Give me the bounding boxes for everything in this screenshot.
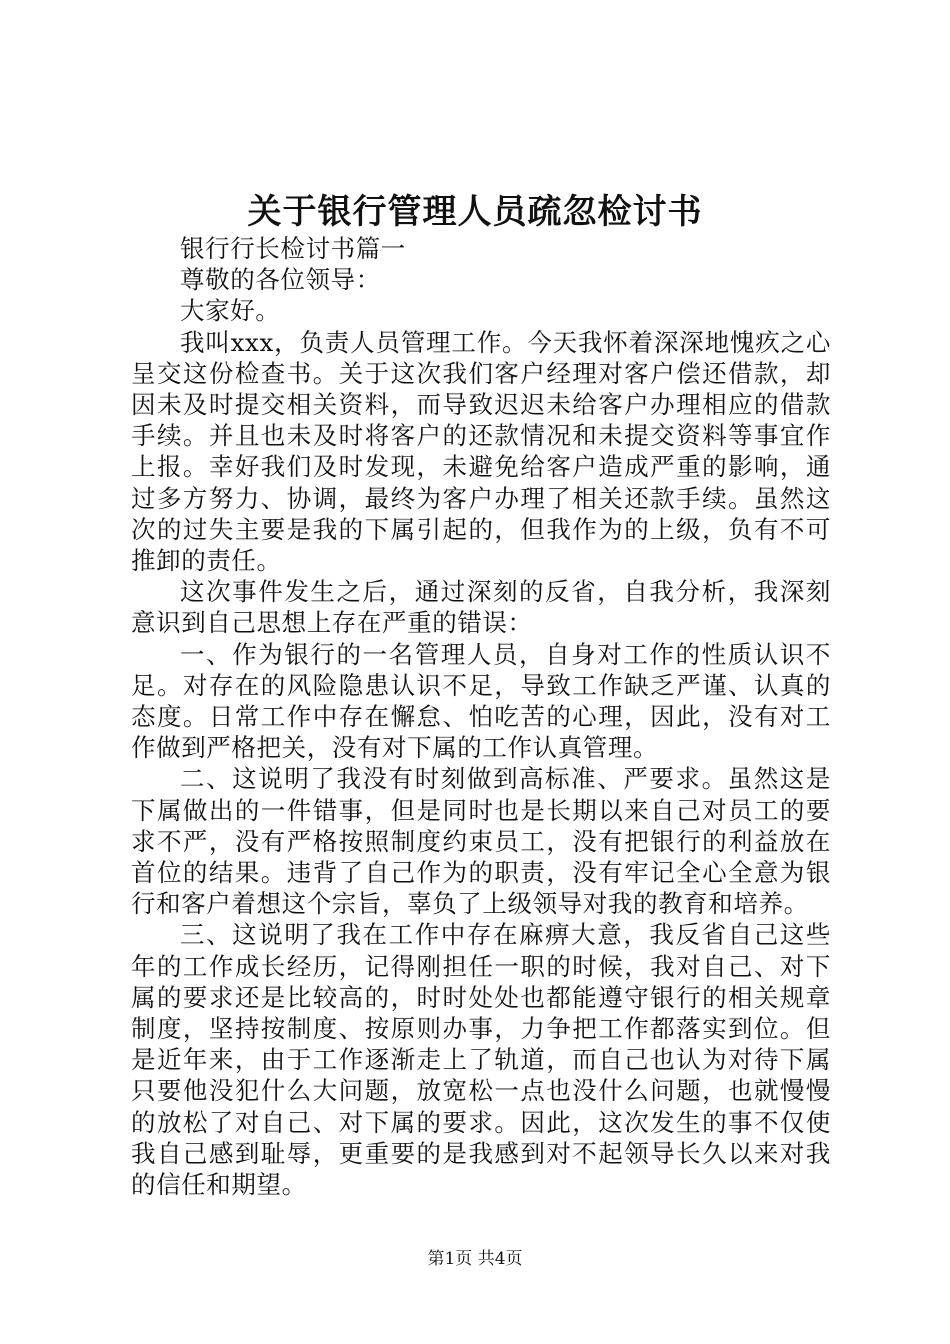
paragraph-salutation: 尊敬的各位领导： bbox=[180, 265, 381, 295]
document-title: 关于银行管理人员疏忽检讨书 bbox=[247, 192, 703, 232]
page-number-footer: 第1页 共4页 bbox=[427, 1249, 523, 1269]
paragraph-point-one: 一、作为银行的一名管理人员，自身对工作的性质认识不足。对存在的风险隐患认识不足，导致工作缺乏严谨、认真的态度。日常工作中存在懈怠、怕吃苦的心理，因此，没有对工作做到严格把关，没有对下属的工作认真管理。 bbox=[131, 639, 831, 763]
document-body bbox=[131, 233, 831, 1200]
paragraph-subtitle: 银行行长检讨书篇一 bbox=[180, 234, 406, 263]
paragraph-reflection: 这次事件发生之后，通过深刻的反省，自我分析，我深刻意识到自己思想上存在严重的错误： bbox=[131, 577, 831, 638]
paragraph-intro: 我叫xxx，负责人员管理工作。今天我怀着深深地愧疚之心呈交这份检查书。关于这次我们客户经理对客户偿还借款，却因未及时提交相关资料，而导致迟迟未给客户办理相应的借款手续。并且也未及时将客户的还款情况和未提交资料等事宜作上报。幸好我们及时发现，未避免给客户造成严重的影响，通过多方努力、协调，最终为客户办理了相关还款手续。虽然这次的过失主要是我的下属引起的，但我作为的上级，负有不可推卸的责任。 bbox=[131, 327, 831, 576]
paragraph-greeting: 大家好。 bbox=[180, 296, 281, 326]
paragraph-point-three: 三、这说明了我在工作中存在麻痹大意，我反省自己这些年的工作成长经历，记得刚担任一职的时候，我对自己、对下属的要求还是比较高的，时时处处也都能遵守银行的相关规章制度，坚持按制度、按原则办事，力争把工作都落实到位。但是近年来，由于工作逐渐走上了轨道，而自己也认为对待下属只要他没犯什么大问题，放宽松一点也没什么问题，也就慢慢的放松了对自己、对下属的要求。因此，这次发生的事不仅使我自己感到耻辱，更重要的是我感到对不起领导长久以来对我的信任和期望。 bbox=[131, 920, 831, 1200]
paragraph-point-two: 二、这说明了我没有时刻做到高标准、严要求。虽然这是下属做出的一件错事，但是同时也是长期以来自己对员工的要求不严，没有严格按照制度约束员工，没有把银行的利益放在首位的结果。违背了自己作为的职责，没有牢记全心全意为银行和客户着想这个宗旨，辜负了上级领导对我的教育和培养。 bbox=[131, 764, 831, 919]
